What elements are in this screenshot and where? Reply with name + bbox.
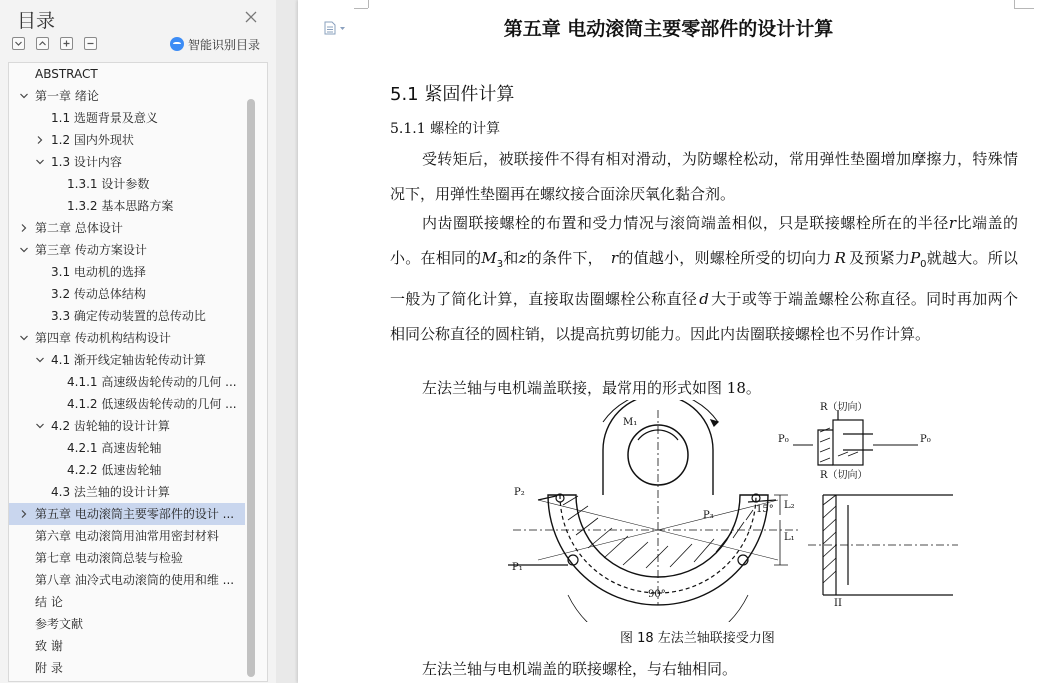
toc-item-label: 致 谢 [35,639,63,653]
paragraph-2: 内齿圈联接螺栓的布置和受力情况与滚筒端盖相似，只是联接螺栓所在的半径r比端盖的小。在相同的$M_3$和z的条件下， r的值越小，则螺栓所受的切向力 R 及预紧力$P_0$就越大。所以一般为了简化计算，直接取齿圈螺栓公称直径 d 大于或等于端盖螺栓公称直径。同时再加两个相同公称直径的圆柱销，以提高抗剪切能力。因此内齿圈联接螺栓也不另作计算。 [390,214,1018,343]
toc-item[interactable] [9,613,245,635]
toc-item[interactable] [9,85,245,107]
label-p1: P₁ [512,562,523,573]
toc-item-label: 第一章 绪论 [35,89,99,103]
toc-item-label: 第五章 电动滚筒主要零部件的设计 ... [35,507,235,521]
toc-item[interactable] [9,503,245,525]
toc-item-label: 4.1.2 低速级齿轮传动的几何 ... [67,397,237,411]
ai-icon [170,37,184,51]
flange-force-diagram [508,400,958,622]
chevron-down-icon[interactable] [19,333,29,343]
crop-mark [1014,8,1034,10]
toc-item-label: 4.1 渐开线定轴齿轮传动计算 [51,353,206,367]
label-l2: L₂ [784,500,795,511]
paragraph-4: 左法兰轴与电机端盖的联接螺栓，与右轴相同。 [422,660,738,678]
toc-tree [8,62,268,682]
toc-item[interactable] [9,459,245,481]
subsection-title: 5.1.1 螺栓的计算 [390,121,501,137]
chevron-right-icon[interactable] [35,135,45,145]
smart-recognize-label: 智能识别目录 [188,38,261,52]
toc-item[interactable] [9,63,245,85]
toc-item[interactable] [9,261,245,283]
toc-item-label: 3.1 电动机的选择 [51,265,146,279]
add-level-icon[interactable] [60,37,73,50]
toc-item-label: 第四章 传动机构结构设计 [35,331,171,345]
toc-scrollbar[interactable] [247,99,255,677]
figure-caption: 图 18 左法兰轴联接受力图 [620,631,775,646]
section-title: 5.1 紧固件计算 [390,84,515,105]
toc-item[interactable] [9,305,245,327]
toc-item[interactable] [9,107,245,129]
toc-item[interactable] [9,635,245,657]
toc-item-label: 附 录 [35,661,63,675]
toc-item[interactable] [9,393,245,415]
label-p3: P₃ [703,510,714,521]
chevron-down-icon[interactable] [35,421,45,431]
toc-item[interactable] [9,283,245,305]
toc-item[interactable] [9,547,245,569]
toc-item-label: 4.3 法兰轴的设计计算 [51,485,170,499]
toc-item[interactable] [9,591,245,613]
label-m1: M₁ [623,417,638,428]
toc-item-label: 4.2.1 高速齿轮轴 [67,441,162,455]
toc-item-label: 第二章 总体设计 [35,221,123,235]
crop-mark [367,0,369,8]
toc-item-label: 1.3.2 基本思路方案 [67,199,174,213]
toc-item[interactable] [9,371,245,393]
collapse-all-icon[interactable] [12,37,25,50]
toc-item-label: 4.1.1 高速级齿轮传动的几何 ... [67,375,237,389]
toc-item-label: 3.2 传动总体结构 [51,287,146,301]
chevron-down-icon[interactable] [19,91,29,101]
toc-item[interactable] [9,151,245,173]
paragraph-3: 左法兰轴与电机端盖联接，最常用的形式如图 18。 [422,379,761,397]
toc-item-label: 1.3 设计内容 [51,155,122,169]
label-p2: P₂ [514,487,525,498]
toc-item-label: 第八章 油冷式电动滚筒的使用和维 ... [35,573,235,587]
toc-item[interactable] [9,239,245,261]
toc-item[interactable] [9,525,245,547]
toc-item-label: 结 论 [35,595,63,609]
toc-item[interactable] [9,481,245,503]
toc-item-label: 第六章 电动滚筒用油常用密封材料 [35,529,219,543]
toc-item[interactable] [9,569,245,591]
toc-item[interactable] [9,415,245,437]
toc-item[interactable] [9,129,245,151]
toc-item-label: ABSTRACT [35,67,98,81]
toc-item-label: 1.1 选题背景及意义 [51,111,158,125]
toc-item[interactable] [9,217,245,239]
toc-item[interactable] [9,327,245,349]
toc-item-label: 1.3.1 设计参数 [67,177,150,191]
label-r-tangent-top: R（切向） [820,402,868,413]
chevron-down-icon[interactable] [35,157,45,167]
label-l1: L₁ [784,532,795,543]
chapter-title: 第五章 电动滚筒主要零部件的设计计算 [503,18,834,40]
label-p0-left: P₀ [778,434,789,445]
crop-mark [354,8,368,10]
toc-item[interactable] [9,173,245,195]
expand-all-icon[interactable] [36,37,49,50]
toc-item-label: 参考文献 [35,617,84,631]
toc-item-label: 4.2 齿轮轴的设计计算 [51,419,170,433]
toc-item-label: 1.2 国内外现状 [51,133,134,147]
remove-level-icon[interactable] [84,37,97,50]
chevron-down-icon[interactable] [35,355,45,365]
toc-panel [0,0,276,683]
toc-item[interactable] [9,437,245,459]
toc-item-label: 4.2.2 低速齿轮轴 [67,463,162,477]
toc-item[interactable] [9,195,245,217]
toc-item[interactable] [9,349,245,371]
crop-mark [1014,0,1016,8]
toc-item-label: 第七章 电动滚筒总装与检验 [35,551,183,565]
toc-item-label: 3.3 确定传动装置的总传动比 [51,309,206,323]
toc-panel-title: 目录 [17,10,56,32]
label-r-tangent-bottom: R（切向） [820,470,868,481]
label-p0-right: P₀ [920,434,931,445]
toc-item-label: 第三章 传动方案设计 [35,243,147,257]
label-section-ii: II [834,598,842,609]
document-page [298,0,1039,683]
chevron-right-icon[interactable] [19,223,29,233]
chevron-down-icon[interactable] [19,245,29,255]
smart-recognize-toc-button[interactable] [170,36,260,53]
label-angle-15: 15° [756,504,774,515]
paragraph-1: 受转矩后，被联接件不得有相对滑动，为防螺栓松动，常用弹性垫圈增加摩擦力，特殊情况下，用弹性垫圈再在螺纹接合面涂厌氧化黏合剂。 [390,150,1018,203]
close-icon[interactable] [244,9,258,23]
chevron-right-icon[interactable] [19,509,29,519]
label-angle-90: 90° [648,589,666,600]
toc-item[interactable] [9,657,245,679]
